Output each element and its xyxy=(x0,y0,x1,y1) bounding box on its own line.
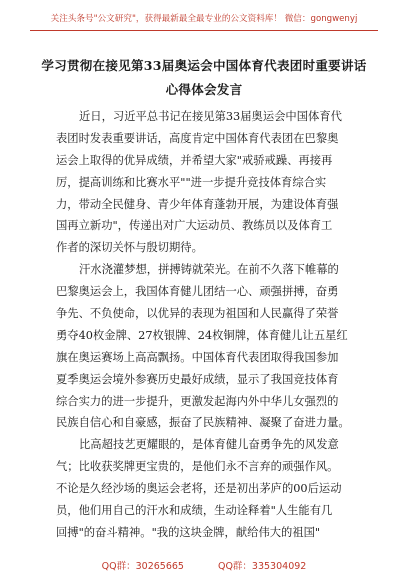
footer-qq-group-2: QQ群：335304092 xyxy=(217,561,307,572)
body-line: 不论是久经沙场的奥运会老将，还是初出茅庐的00后运动 xyxy=(56,482,342,496)
body-line: 国再立新功"，传递出对广大运动员、教练员以及体育工 xyxy=(56,219,333,233)
body-line: 表团时发表重要讲话，高度肯定中国体育代表团在巴黎奥 xyxy=(56,131,339,145)
body-line: 综合实力的进一步提升，更激发起海内外中华儿女强烈的 xyxy=(56,394,339,408)
body-line: 作者的深切关怀与殷切期待。 xyxy=(56,241,203,255)
document-body xyxy=(56,106,356,544)
body-line: 回搏"的奋斗精神。"我的这块金牌，献给伟大的祖国" xyxy=(56,525,321,539)
footer xyxy=(0,558,408,572)
body-line: 员，他们用自己的汗水和成绩，生动诠释着"人生能有几 xyxy=(56,504,333,518)
header-divider xyxy=(30,30,378,31)
header-note: 关注头条号"公文研究"，获得最新最全最专业的公文资料库！ 微信：gongwenyj xyxy=(50,14,358,24)
body-line: 夏季奥运会境外参赛历史最好成绩，显示了我国竞技体育 xyxy=(56,372,339,386)
footer-qq-group-1: QQ群：30265665 xyxy=(101,561,184,572)
body-line: 运会上取得的优异成绩，并希望大家"戒骄戒躁、再接再 xyxy=(56,153,333,167)
body-line: 争先、不负使命，以优异的表现为祖国和人民赢得了荣誉 xyxy=(56,307,339,321)
body-line: 力，带动全民健身、青少年体育蓬勃开展，为建设体育强 xyxy=(56,197,339,211)
document-title: 学习贯彻在接见第33届奥运会中国体育代表团时重要讲话 xyxy=(41,58,367,73)
body-line: 气；比收获奖牌更宝贵的，是他们永不言弃的顽强作风。 xyxy=(56,460,339,474)
body-line: 勇夺40枚金牌、27枚银牌、24枚铜牌，体育健儿让五星红 xyxy=(56,328,348,342)
body-line: 民族自信心和自豪感，振奋了民族精神、凝聚了奋进力量。 xyxy=(56,416,350,430)
document-subtitle: 心得体会发言 xyxy=(165,82,243,97)
body-line: 厉，提高训练和比赛水平""进一步提升竞技体育综合实 xyxy=(56,175,327,189)
body-line: 旗在奥运赛场上高高飘扬。中国体育代表团取得我国参加 xyxy=(56,350,339,364)
body-line: 汗水浇灌梦想，拼搏铸就荣光。在前不久落下帷幕的 xyxy=(79,263,339,277)
body-line: 巴黎奥运会上，我国体育健儿团结一心、顽强拼搏，奋勇 xyxy=(56,285,339,299)
body-line: 比高超技艺更耀眼的，是体育健儿奋勇争先的风发意 xyxy=(79,438,339,452)
body-line: 近日，习近平总书记在接见第33届奥运会中国体育代 xyxy=(79,110,342,123)
